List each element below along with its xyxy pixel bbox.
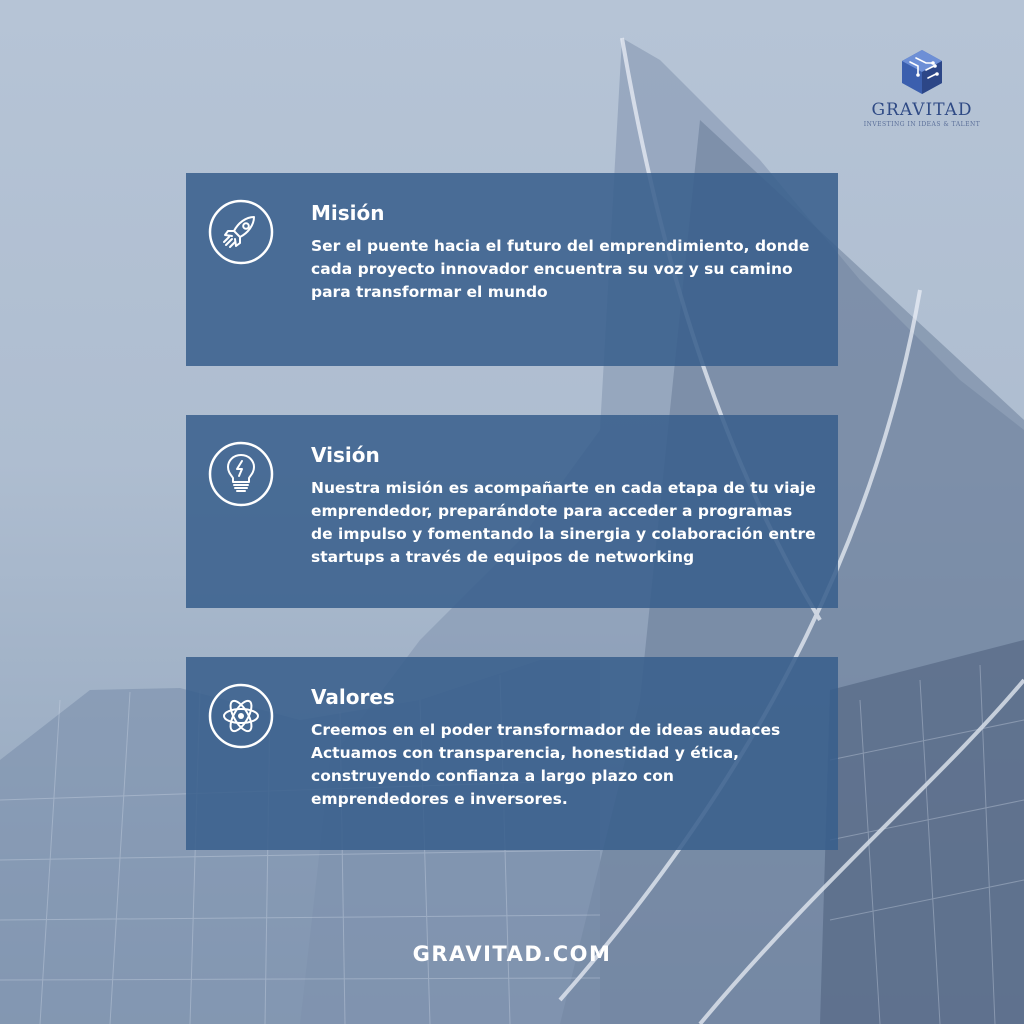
mission-text: Ser el puente hacia el futuro del emprendimiento, donde cada proyecto innovador encuentra su voz y su camino para transformar el mundo — [311, 237, 810, 301]
values-text: Creemos en el poder transformador de ideas audaces Actuamos con transparencia, honestidad y ética, construyendo confianza a largo plazo con emprendedores e inversores. — [311, 721, 781, 808]
rocket-icon — [208, 199, 274, 265]
website-link[interactable]: GRAVITAD.COM — [412, 942, 612, 966]
lightbulb-icon — [208, 441, 274, 507]
circuit-cube-icon — [898, 48, 946, 96]
mission-title: Misión — [311, 201, 385, 225]
values-card — [186, 657, 838, 850]
brand-name: GRAVITAD — [871, 100, 973, 120]
brand-tagline: INVESTING IN IDEAS & TALENT — [863, 121, 981, 128]
atom-icon — [208, 683, 274, 749]
brand-logo — [862, 48, 982, 128]
vision-card — [186, 415, 838, 608]
mission-card — [186, 173, 838, 366]
vision-text: Nuestra misión es acompañarte en cada etapa de tu viaje emprendedor, preparándote para acceder a programas de impulso y fomentando la sinergia y colaboración entre startups a través de equipos de networking — [311, 479, 816, 566]
vision-title: Visión — [311, 443, 380, 467]
values-title: Valores — [311, 685, 395, 709]
